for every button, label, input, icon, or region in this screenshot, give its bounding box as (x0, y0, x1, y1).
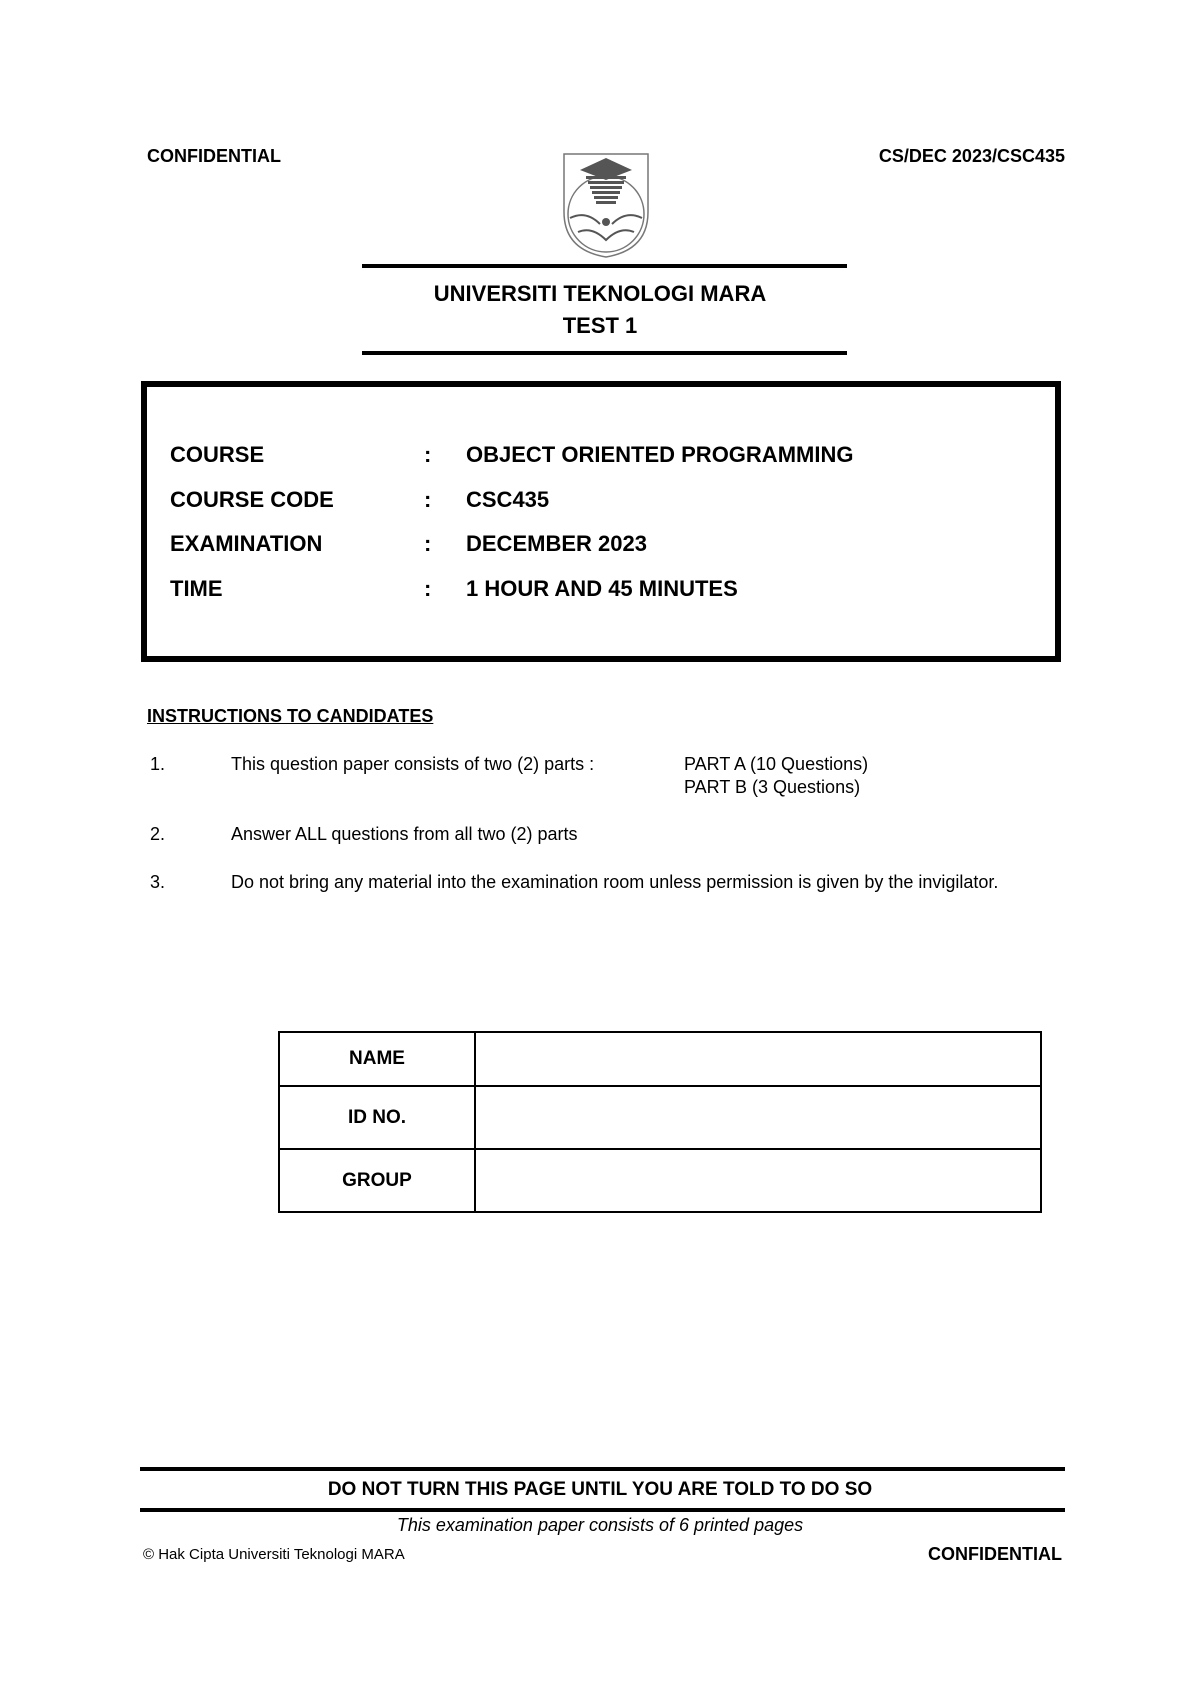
footer-warning: DO NOT TURN THIS PAGE UNTIL YOU ARE TOLD TO DO SO (327, 1479, 873, 1500)
table-row (279, 1086, 1041, 1149)
header-confidential: CONFIDENTIAL (147, 146, 281, 166)
course-value: OBJECT ORIENTED PROGRAMMING (466, 442, 854, 467)
header-paper-code: CS/DEC 2023/CSC435 (878, 146, 1065, 166)
examination-colon: : (424, 531, 432, 556)
title-top-rule (362, 264, 847, 268)
examination-label: EXAMINATION (170, 531, 323, 556)
course-code-value: CSC435 (466, 487, 550, 512)
footer-copyright: © Hak Cipta Universiti Teknologi MARA (143, 1546, 405, 1563)
course-details-box (141, 381, 1061, 662)
examination-value: DECEMBER 2023 (466, 531, 647, 556)
instruction-1-text: This question paper consists of two (2) parts : (231, 754, 595, 774)
name-label: NAME (279, 1032, 475, 1086)
time-colon: : (424, 576, 432, 601)
time-value: 1 HOUR AND 45 MINUTES (466, 576, 738, 601)
instruction-2-text: Answer ALL questions from all two (2) parts (231, 824, 578, 844)
candidate-info-table (278, 1031, 1042, 1213)
footer-pages-note: This examination paper consists of 6 printed pages (396, 1515, 804, 1535)
instruction-2-number: 2. (150, 824, 166, 844)
id-no-label: ID NO. (279, 1086, 475, 1149)
group-field[interactable] (475, 1149, 1041, 1212)
table-row (279, 1032, 1041, 1086)
course-label: COURSE (170, 442, 265, 467)
instruction-1-number: 1. (150, 754, 166, 774)
footer-bottom-rule (140, 1508, 1065, 1512)
group-label: GROUP (279, 1149, 475, 1212)
test-title: TEST 1 (562, 313, 638, 338)
course-code-label: COURSE CODE (170, 487, 334, 512)
university-name: UNIVERSITI TEKNOLOGI MARA (433, 281, 767, 306)
id-no-field[interactable] (475, 1086, 1041, 1149)
name-field[interactable] (475, 1032, 1041, 1086)
instruction-1-part-a: PART A (10 Questions) (684, 754, 869, 774)
instruction-1-part-b: PART B (3 Questions) (684, 777, 861, 797)
instruction-3-text: Do not bring any material into the examination room unless permission is given by the invigilator. (231, 872, 999, 892)
table-row (279, 1149, 1041, 1212)
title-bottom-rule (362, 351, 847, 355)
course-code-colon: : (424, 487, 432, 512)
instruction-3-number: 3. (150, 872, 166, 892)
instructions-heading: INSTRUCTIONS TO CANDIDATES (147, 706, 434, 726)
footer-confidential: CONFIDENTIAL (928, 1544, 1062, 1564)
uitm-crest-icon (560, 150, 652, 260)
time-label: TIME (170, 576, 223, 601)
footer-top-rule (140, 1467, 1065, 1471)
course-colon: : (424, 442, 432, 467)
